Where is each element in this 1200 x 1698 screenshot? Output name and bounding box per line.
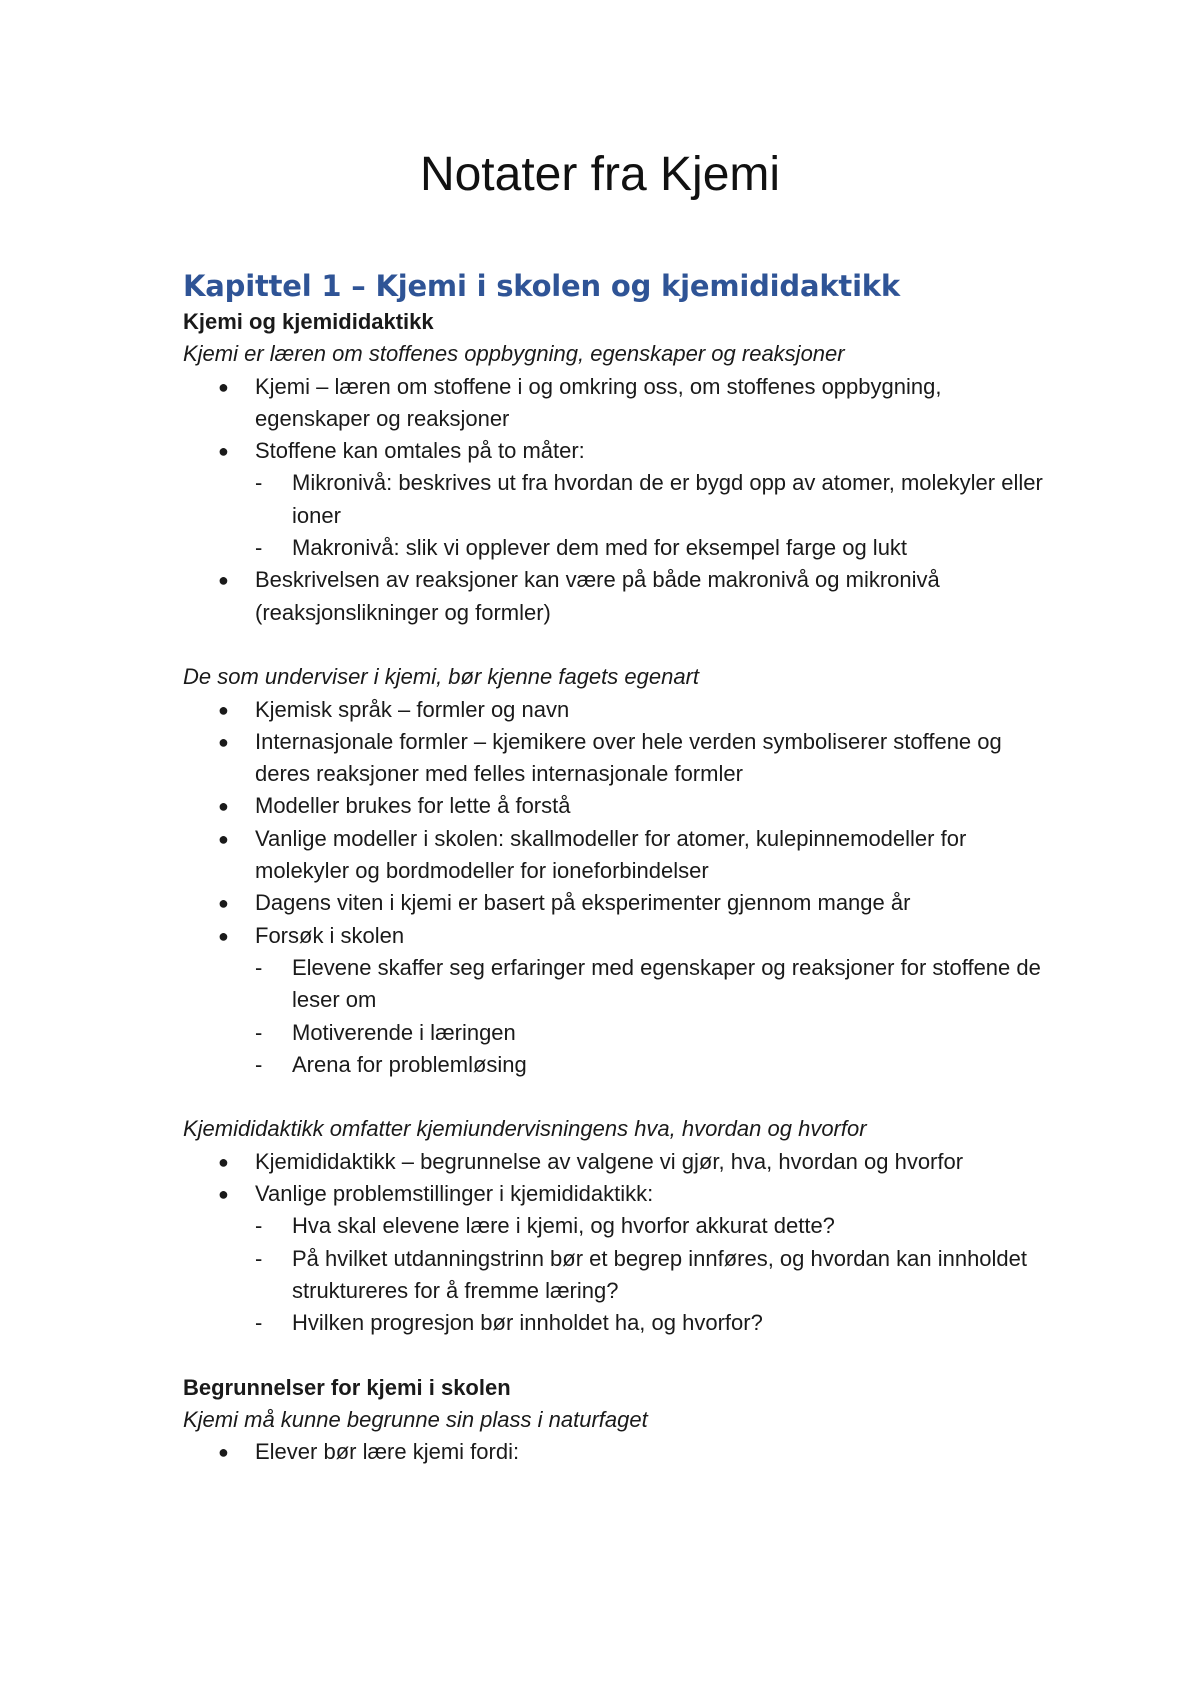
bullet-icon: ●	[218, 828, 229, 849]
dash-icon: -	[255, 535, 263, 561]
list-item	[183, 887, 1053, 919]
section-intro: Kjemi må kunne begrunne sin plass i naturfaget	[183, 1407, 648, 1433]
sub-list-item-text: På hvilket utdanningstrinn bør et begrep innføres, og hvordan kan innholdet struktureres for å fremme læring?	[292, 1245, 1028, 1303]
section-intro: De som underviser i kjemi, bør kjenne fagets egenart	[183, 664, 700, 690]
sub-list-item	[255, 1017, 1053, 1049]
sub-list-item-text: Arena for problemløsing	[292, 1051, 527, 1077]
bullet-list	[183, 694, 1053, 1082]
sub-list	[255, 1210, 1053, 1339]
chapter-heading: Kapittel 1 – Kjemi i skolen og kjemididaktikk	[183, 269, 900, 303]
bullet-icon: ●	[218, 925, 229, 946]
sub-list-item-text: Elevene skaffer seg erfaringer med egenskaper og reaksjoner for stoffene de leser om	[292, 954, 1041, 1013]
sub-list-item	[255, 1210, 1053, 1242]
sub-list-item	[255, 1243, 1053, 1308]
list-item	[183, 435, 1053, 564]
list-item	[183, 1178, 1053, 1339]
sub-list-item-text: Hvilken progresjon bør innholdet ha, og hvorfor?	[292, 1310, 763, 1336]
dash-icon: -	[255, 470, 263, 496]
bullet-icon: ●	[218, 796, 229, 817]
bullet-icon: ●	[218, 441, 229, 462]
sub-list-item-text: Mikronivå: beskrives ut fra hvordan de er bygd opp av atomer, molekyler eller ioner	[292, 470, 1043, 528]
document-body	[183, 266, 1053, 1469]
paragraph-spacer	[183, 629, 1053, 661]
bullet-icon: ●	[218, 893, 229, 914]
list-item	[183, 371, 1053, 436]
list-item-text: Elever bør lære kjemi fordi:	[255, 1439, 520, 1465]
list-item-text: Kjemididaktikk – begrunnelse av valgene vi gjør, hva, hvordan og hvorfor	[255, 1148, 964, 1174]
section-intro: Kjemididaktikk omfatter kjemiundervisningens hva, hvordan og hvorfor	[183, 1116, 867, 1142]
list-item	[183, 726, 1053, 791]
bullet-list	[183, 1146, 1053, 1340]
bullet-icon: ●	[218, 699, 229, 720]
list-item-text: Kjemi – læren om stoffene i og omkring oss, om stoffenes oppbygning, egenskaper og reaksjoner	[255, 373, 942, 431]
dash-icon: -	[255, 1019, 263, 1045]
section-subheading: Begrunnelser for kjemi i skolen	[183, 1374, 511, 1400]
bullet-icon: ●	[218, 1442, 229, 1463]
sub-list-item	[255, 1049, 1053, 1081]
sub-list-item	[255, 1307, 1053, 1339]
paragraph-spacer	[183, 1081, 1053, 1113]
bullet-list	[183, 1436, 1053, 1468]
sub-list-item-text: Motiverende i læringen	[292, 1019, 516, 1045]
list-item-text: Modeller brukes for lette å forstå	[255, 793, 571, 819]
list-item	[183, 694, 1053, 726]
bullet-icon: ●	[218, 570, 229, 591]
list-item-text: Internasjonale formler – kjemikere over hele verden symboliserer stoffene og deres reaksjoner med felles internasjonale formler	[255, 728, 1002, 787]
section-subheading: Kjemi og kjemididaktikk	[183, 309, 434, 334]
sub-list-item-text: Makronivå: slik vi opplever dem med for eksempel farge og lukt	[292, 535, 908, 561]
bullet-icon: ●	[218, 1151, 229, 1172]
paragraph-spacer	[183, 1340, 1053, 1372]
bullet-list	[183, 371, 1053, 629]
dash-icon: -	[255, 1051, 263, 1077]
bullet-icon: ●	[218, 731, 229, 752]
dash-icon: -	[255, 1310, 263, 1336]
list-item-text: Beskrivelsen av reaksjoner kan være på både makronivå og mikronivå (reaksjonslikninger og formler)	[255, 567, 940, 625]
list-item	[183, 1436, 1053, 1468]
dash-icon: -	[255, 1245, 263, 1271]
list-item	[183, 564, 1053, 629]
sub-list	[255, 952, 1053, 1081]
sub-list-item	[255, 467, 1053, 532]
sub-list-item	[255, 532, 1053, 564]
list-item	[183, 1146, 1053, 1178]
dash-icon: -	[255, 954, 263, 980]
sub-list-item	[255, 952, 1053, 1017]
bullet-icon: ●	[218, 1184, 229, 1205]
dash-icon: -	[255, 1213, 263, 1239]
list-item-text: Forsøk i skolen	[255, 922, 405, 948]
list-item-text: Stoffene kan omtales på to måter:	[255, 438, 585, 464]
bullet-icon: ●	[218, 376, 229, 397]
list-item	[183, 790, 1053, 822]
section-intro: Kjemi er læren om stoffenes oppbygning, egenskaper og reaksjoner	[183, 341, 845, 367]
sub-list	[255, 467, 1053, 564]
list-item-text: Vanlige modeller i skolen: skallmodeller for atomer, kulepinnemodeller for molekyler og bordmodeller for ioneforbindelser	[255, 825, 967, 884]
list-item	[183, 920, 1053, 1081]
document-title: Notater fra Kjemi	[419, 148, 781, 201]
sub-list-item-text: Hva skal elevene lære i kjemi, og hvorfor akkurat dette?	[292, 1213, 835, 1239]
list-item-text: Kjemisk språk – formler og navn	[255, 696, 570, 722]
list-item-text: Dagens viten i kjemi er basert på eksperimenter gjennom mange år	[255, 890, 911, 916]
list-item	[183, 823, 1053, 888]
list-item-text: Vanlige problemstillinger i kjemididaktikk:	[255, 1181, 654, 1207]
